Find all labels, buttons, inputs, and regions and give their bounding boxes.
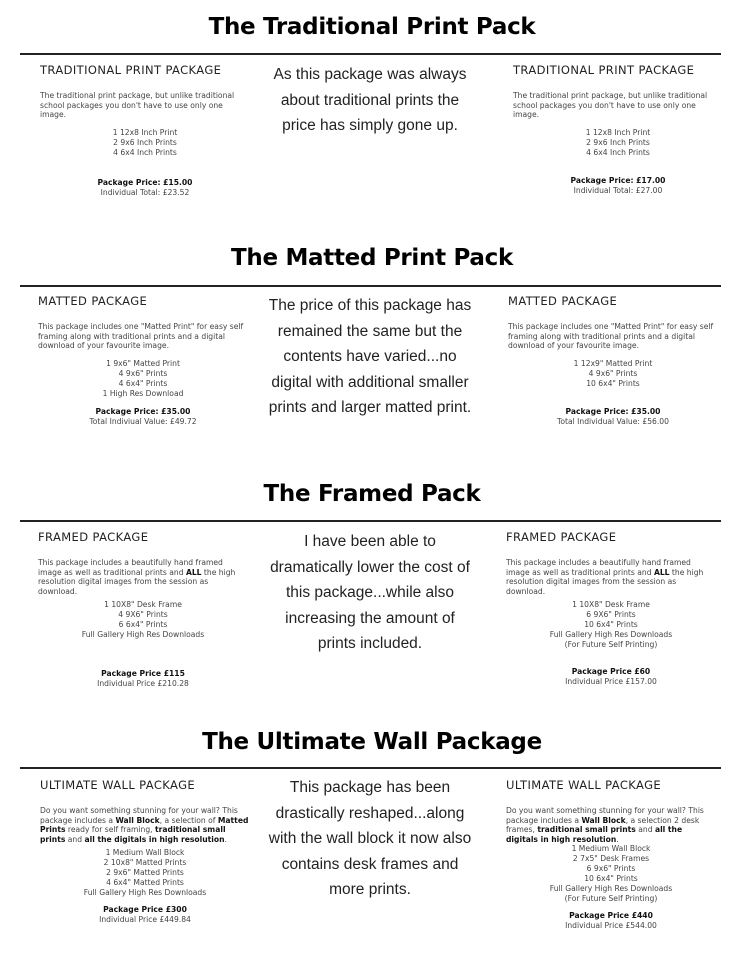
package-items xyxy=(40,128,250,158)
section-divider xyxy=(20,53,721,55)
old-package-card xyxy=(40,778,250,925)
section-divider xyxy=(20,520,721,522)
package-item: 4 9X6" Prints xyxy=(118,610,168,620)
package-item: 4 6x4" Matted Prints xyxy=(106,878,184,888)
package-item: 1 Medium Wall Block xyxy=(105,848,185,858)
package-description: Do you want something stunning for your wall? This package includes a Wall Block, a selection of Matted Prints ready for self framing, traditional small prints and all the digitals in high resolution. xyxy=(40,806,249,844)
package-price: Package Price: £35.00 xyxy=(95,406,191,416)
new-package-card xyxy=(508,294,718,427)
package-item: 1 High Res Download xyxy=(102,388,184,398)
package-item: 4 6x4 Inch Prints xyxy=(113,147,177,157)
package-item: 1 9x6" Matted Print xyxy=(106,358,180,368)
package-item: 4 9x6" Prints xyxy=(588,368,638,378)
package-item: 1 10X8" Desk Frame xyxy=(572,600,650,610)
package-price: Package Price £440 xyxy=(569,911,653,921)
package-individual-total: Individual Price £449.84 xyxy=(99,915,191,925)
section-divider xyxy=(20,767,721,769)
package-items xyxy=(40,848,250,898)
package-items xyxy=(38,600,248,640)
package-description: This package includes a beautifully hand framed image as well as traditional prints and ALL the high resolution digital images from the session as download. xyxy=(506,558,704,596)
package-item: 2 9x6" Matted Prints xyxy=(106,868,184,878)
package-item: 2 9x6 Inch Prints xyxy=(113,137,177,147)
package-individual-total: Individual Price £157.00 xyxy=(565,677,657,687)
package-item: 1 12x9" Matted Print xyxy=(573,358,653,368)
section-title-ultimate-wall: The Ultimate Wall Package xyxy=(202,729,542,755)
package-items xyxy=(38,359,248,399)
package-item: 1 12x8 Inch Print xyxy=(112,127,178,137)
old-package-card xyxy=(40,63,250,198)
package-price: Package Price: £15.00 xyxy=(97,177,193,187)
package-description: The traditional print package, but unlike traditional school packages you don't have to use only one image. xyxy=(513,91,708,120)
comparison-note: The price of this package has remained the same but the contents have varied...no digital with additional smaller prints and larger matted print. xyxy=(268,297,472,416)
package-individual-total: Individual Price £210.28 xyxy=(97,679,189,689)
comparison-note: As this package was always about traditional prints the price has simply gone up. xyxy=(273,66,467,134)
new-package-card xyxy=(506,530,716,687)
package-item: 10 6x4" Prints xyxy=(584,620,638,630)
section-title-matted: The Matted Print Pack xyxy=(231,245,513,271)
package-heading: ULTIMATE WALL PACKAGE xyxy=(40,778,196,792)
package-item: 4 6x4" Prints xyxy=(118,378,168,388)
new-package-card xyxy=(513,63,723,196)
package-price: Package Price: £17.00 xyxy=(570,175,666,185)
package-item: 4 9x6" Prints xyxy=(118,368,168,378)
package-item: 1 10X8" Desk Frame xyxy=(104,600,182,610)
package-description: This package includes one "Matted Print" for easy self framing along with traditional prints and a digital download of your favourite image. xyxy=(508,322,714,351)
package-individual-total: Total Indiviual Value: £49.72 xyxy=(89,416,197,426)
package-items xyxy=(506,844,716,904)
package-individual-total: Total Individual Value: £56.00 xyxy=(557,416,669,426)
package-item: 6 6x4" Prints xyxy=(118,620,168,630)
package-item: Full Gallery High Res Downloads xyxy=(549,630,673,640)
package-items xyxy=(513,128,723,158)
package-heading: FRAMED PACKAGE xyxy=(506,530,617,544)
package-item: 6 9X6" Prints xyxy=(586,610,636,620)
section-title-framed: The Framed Pack xyxy=(263,481,481,507)
package-item: 1 Medium Wall Block xyxy=(571,844,651,854)
package-description: This package includes a beautifully hand framed image as well as traditional prints and ALL the high resolution digital images from the session as download. xyxy=(38,558,236,596)
package-item: 2 7x5" Desk Frames xyxy=(572,854,650,864)
package-item: 10 6x4" Prints xyxy=(584,874,638,884)
package-heading: FRAMED PACKAGE xyxy=(38,530,149,544)
package-heading: MATTED PACKAGE xyxy=(38,294,148,308)
package-individual-total: Individual Total: £23.52 xyxy=(100,187,190,197)
section-divider xyxy=(20,285,721,287)
package-heading: ULTIMATE WALL PACKAGE xyxy=(506,778,662,792)
comparison-note: This package has been drastically reshaped...along with the wall block it now also contains desk frames and more prints. xyxy=(268,779,472,898)
package-item: 2 10x8" Matted Prints xyxy=(103,858,187,868)
package-item: 1 12x8 Inch Print xyxy=(585,127,651,137)
package-heading: TRADITIONAL PRINT PACKAGE xyxy=(513,63,695,77)
package-items xyxy=(508,359,718,389)
package-description: The traditional print package, but unlike traditional school packages you don't have to use only one image. xyxy=(40,91,235,120)
comparison-note: I have been able to dramatically lower the cost of this package...while also increasing the amount of prints included. xyxy=(270,533,470,652)
package-price: Package Price £300 xyxy=(103,905,187,915)
package-heading: TRADITIONAL PRINT PACKAGE xyxy=(40,63,222,77)
package-item: 2 9x6 Inch Prints xyxy=(586,137,650,147)
package-individual-total: Individual Price £544.00 xyxy=(565,921,657,931)
package-description: Do you want something stunning for your wall? This package includes a Wall Block, a selection 2 desk frames, traditional small prints and all the digitals in high resolution. xyxy=(506,806,704,844)
old-package-card xyxy=(38,294,248,427)
section-title-traditional: The Traditional Print Pack xyxy=(208,14,536,40)
package-heading: MATTED PACKAGE xyxy=(508,294,618,308)
package-price: Package Price £60 xyxy=(571,667,651,677)
package-item: 10 6x4" Prints xyxy=(586,378,640,388)
package-item: 6 9x6" Prints xyxy=(586,864,636,874)
package-price: Package Price £115 xyxy=(101,669,185,679)
package-item: Full Gallery High Res Downloads xyxy=(81,630,205,640)
package-price: Package Price: £35.00 xyxy=(565,406,661,416)
package-item: 4 6x4 Inch Prints xyxy=(586,147,650,157)
new-package-card xyxy=(506,778,716,931)
package-item: Full Gallery High Res Downloads xyxy=(549,884,673,894)
package-description: This package includes one "Matted Print" for easy self framing along with traditional prints and a digital download of your favourite image. xyxy=(38,322,244,351)
package-item: (For Future Self Printing) xyxy=(564,894,658,904)
package-individual-total: Individual Total: £27.00 xyxy=(573,185,663,195)
package-items xyxy=(506,600,716,650)
old-package-card xyxy=(38,530,248,689)
package-item: (For Future Self Printing) xyxy=(564,640,658,650)
package-item: Full Gallery High Res Downloads xyxy=(83,888,207,898)
